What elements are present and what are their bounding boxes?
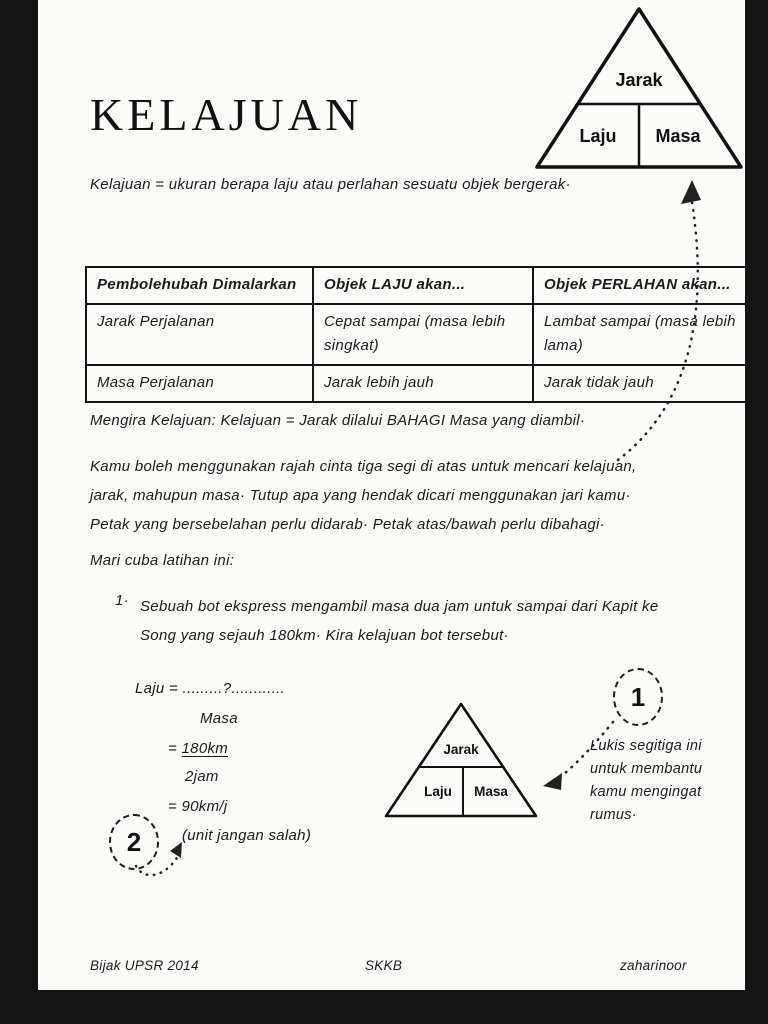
footer-center: SKKB xyxy=(365,958,403,973)
exercise-number: 1· xyxy=(115,592,129,609)
table-header-cell: Objek PERLAHAN akan... xyxy=(533,267,752,304)
table-cell: Cepat sampai (masa lebih singkat) xyxy=(313,304,533,365)
table-cell: Jarak Perjalanan xyxy=(86,304,313,365)
paragraph-line: Petak yang bersebelahan perlu didarab· Petak atas/bawah perlu dibahagi· xyxy=(90,516,605,533)
triangle-small-jarak-label: Jarak xyxy=(443,742,479,757)
page-title: KELAJUAN xyxy=(90,89,363,140)
worksheet-page xyxy=(38,0,745,990)
table-row xyxy=(86,304,752,365)
formula-triangle-top xyxy=(533,4,745,172)
hint-line: rumus· xyxy=(590,807,637,823)
working-unit-note: (unit jangan salah) xyxy=(182,827,312,844)
table-header-row xyxy=(86,267,752,304)
exercise-line: Song yang sejauh 180km· Kira kelajuan bot tersebut· xyxy=(140,627,509,644)
working-masa: Masa xyxy=(200,710,238,727)
paragraph-line: Kamu boleh menggunakan rajah cinta tiga segi di atas untuk mencari kelajuan, xyxy=(90,458,637,475)
explanation-paragraph xyxy=(90,452,636,539)
callout-circle-1 xyxy=(613,668,663,726)
hint-line: kamu mengingat xyxy=(590,784,702,800)
callout-1-number: 1 xyxy=(630,681,646,712)
triangle-diagram-icon xyxy=(383,700,539,820)
exercise-text xyxy=(140,592,658,650)
table-row xyxy=(86,365,752,402)
triangle-hint-note xyxy=(590,735,702,827)
callout-circle-2 xyxy=(109,814,159,870)
comparison-table xyxy=(85,266,753,403)
working-answer: = 90km/j xyxy=(168,798,228,815)
mengira-text: Mengira Kelajuan: Kelajuan = Jarak dilalui BAHAGI Masa yang diambil· xyxy=(90,412,586,429)
triangle-top-masa-label: Masa xyxy=(655,126,701,146)
working-denominator: 2jam xyxy=(185,768,219,785)
triangle-top-laju-label: Laju xyxy=(579,126,617,146)
working-numerator: 180km xyxy=(181,740,229,757)
mari-text: Mari cuba latihan ini: xyxy=(90,552,235,569)
hint-line: untuk membantu xyxy=(590,761,703,777)
table-cell: Jarak tidak jauh xyxy=(533,365,752,402)
triangle-small-laju-label: Laju xyxy=(424,784,452,799)
equals-sign: = xyxy=(168,740,178,757)
table-header-cell: Pembolehubah Dimalarkan xyxy=(86,267,313,304)
triangle-top-jarak-label: Jarak xyxy=(615,70,663,90)
formula-triangle-small xyxy=(383,700,539,820)
footer-right: zaharinoor xyxy=(620,958,687,973)
hint-line: Lukis segitiga ini xyxy=(590,738,702,754)
callout-2-number: 2 xyxy=(126,826,142,857)
triangle-small-masa-label: Masa xyxy=(474,784,508,799)
table-cell: Jarak lebih jauh xyxy=(313,365,533,402)
working-laju-line: Laju = .........?............ xyxy=(135,680,286,697)
table-cell: Lambat sampai (masa lebih lama) xyxy=(533,304,752,365)
footer-left: Bijak UPSR 2014 xyxy=(90,958,199,973)
table-header-cell: Objek LAJU akan... xyxy=(313,267,533,304)
table-cell: Masa Perjalanan xyxy=(86,365,313,402)
paragraph-line: jarak, mahupun masa· Tutup apa yang hendak dicari menggunakan jari kamu· xyxy=(90,487,631,504)
working-step1 xyxy=(168,740,228,757)
intro-text: Kelajuan = ukuran berapa laju atau perlahan sesuatu objek bergerak· xyxy=(90,176,571,193)
exercise-line: Sebuah bot ekspress mengambil masa dua jam untuk sampai dari Kapit ke xyxy=(140,598,659,615)
